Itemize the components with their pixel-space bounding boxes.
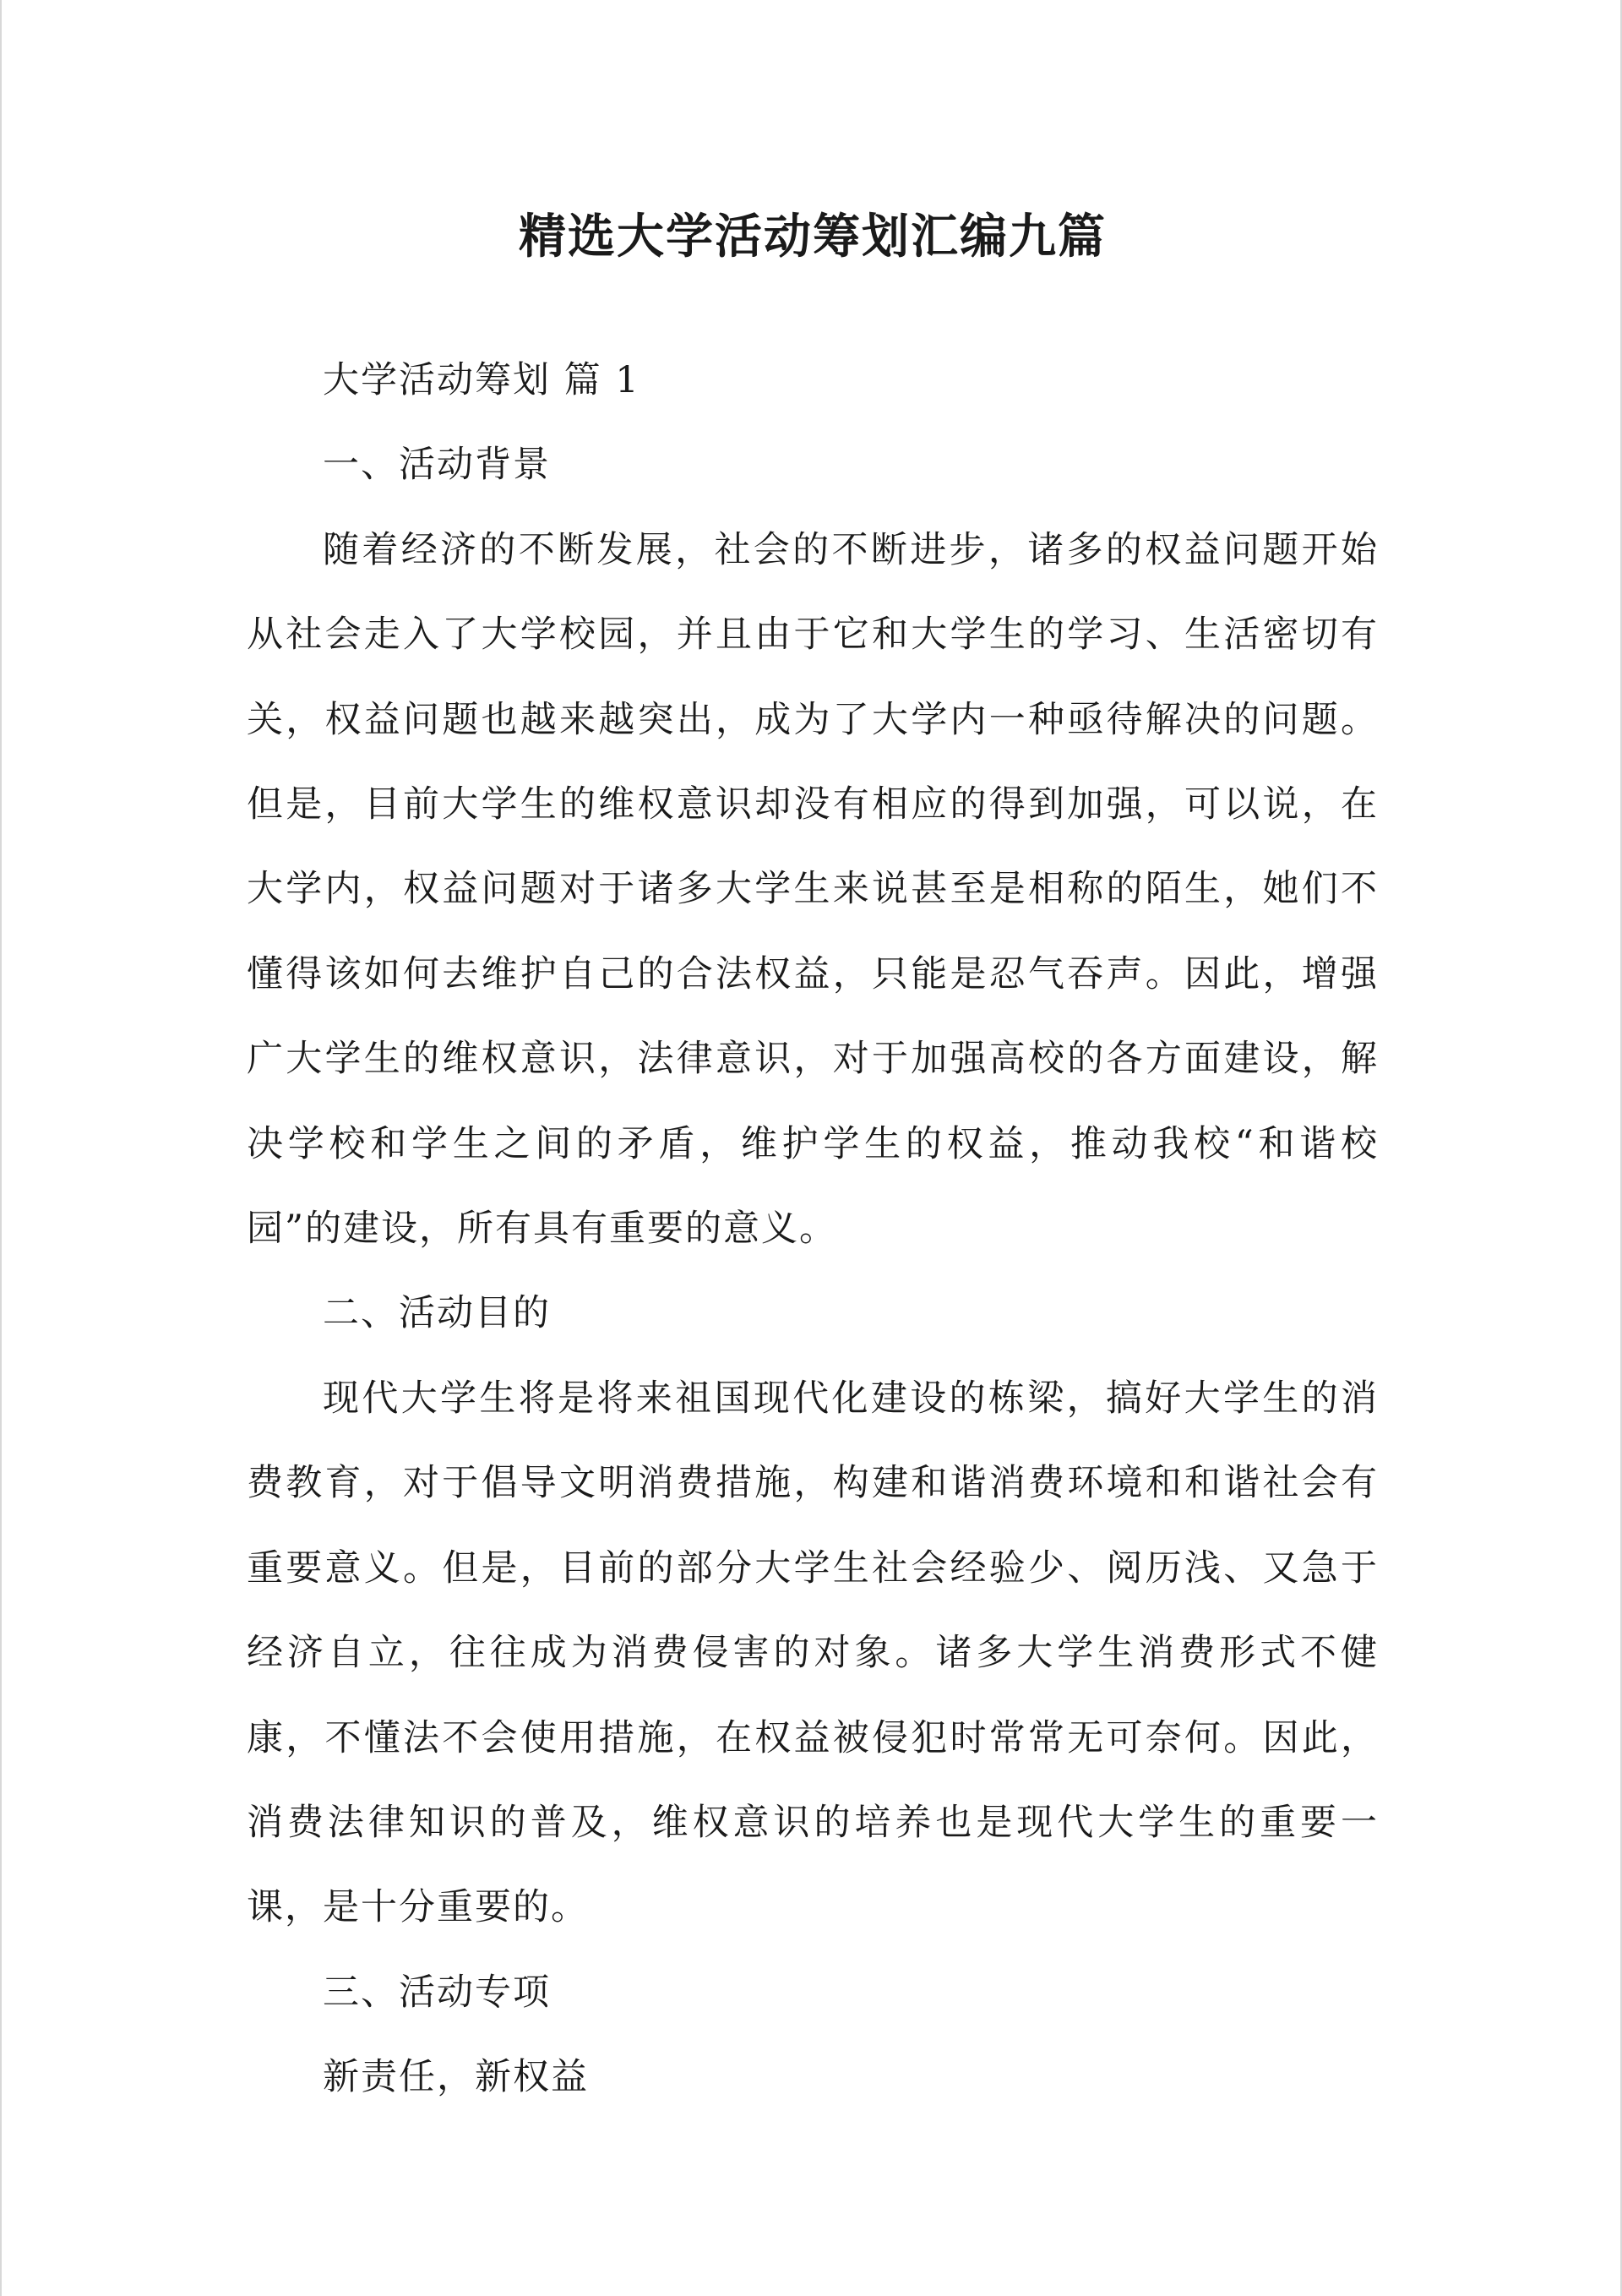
part3-item: 新责任，新权益 (323, 2056, 589, 2099)
part3-heading: 三、活动专项 (323, 1971, 551, 2014)
part1-heading: 一、活动背景 (323, 444, 551, 487)
document-body (247, 338, 1379, 2120)
part1-paragraph: 随着经济的不断发展，社会的不断进步，诸多的权益问题开始从社会走入了大学校园，并且由于它和大学生的学习、生活密切有关，权益问题也越来越突出，成为了大学内一种亟待解决的问题。但是，目前大学生的维权意识却没有相应的得到加强，可以说，在大学内，权益问题对于诸多大学生来说甚至是相称的陌生，她们不懂得该如何去维护自己的合法权益，只能是忍气吞声。因此，增强广大学生的维权意识，法律意识，对于加强高校的各方面建设，解决学校和学生之间的矛盾，维护学生的权益，推动我校“和谐校园”的建设，所有具有重要的意义。 (247, 528, 1379, 1251)
document-title: 精选大学活动筹划汇编九篇 (519, 209, 1107, 265)
part2-paragraph: 现代大学生将是将来祖国现代化建设的栋梁，搞好大学生的消费教育，对于倡导文明消费措施，构建和谐消费环境和和谐社会有重要意义。但是，目前的部分大学生社会经验少、阅历浅、又急于经济自立，往往成为消费侵害的对象。诸多大学生消费形式不健康，不懂法不会使用措施，在权益被侵犯时常常无可奈何。因此，消费法律知识的普及，维权意识的培养也是现代大学生的重要一课，是十分重要的。 (247, 1377, 1379, 1929)
section-heading: 大学活动筹划 篇 1 (323, 359, 640, 401)
part2-heading: 二、活动目的 (323, 1292, 551, 1335)
